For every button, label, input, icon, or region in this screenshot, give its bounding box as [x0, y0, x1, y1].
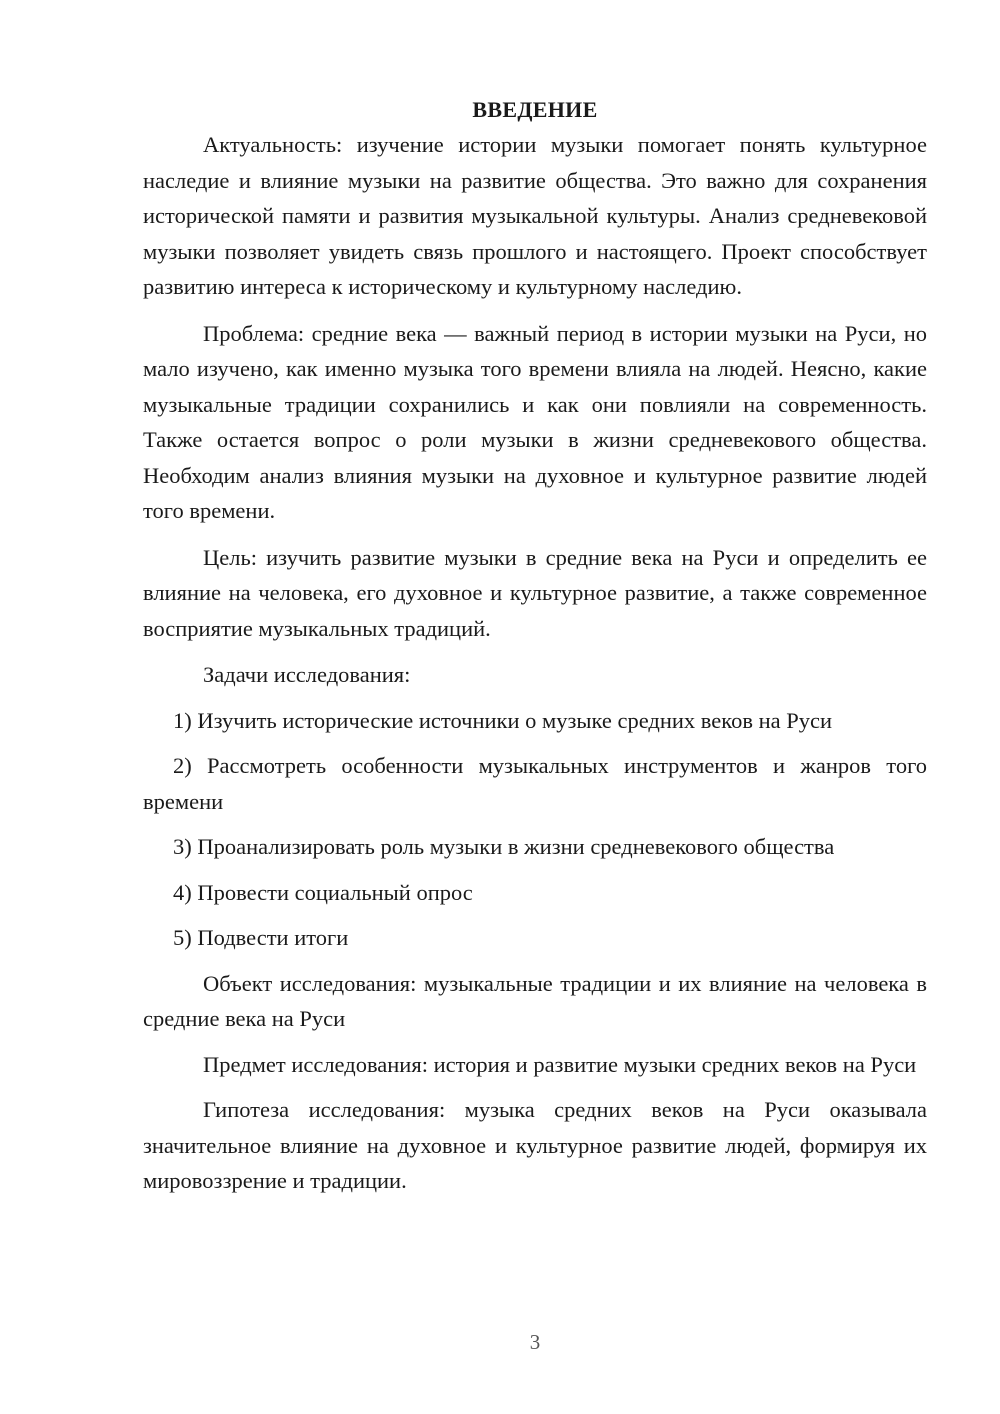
task-list — [143, 703, 927, 956]
list-item: 5) Подвести итоги — [173, 925, 349, 950]
list-item: 4) Провести социальный опрос — [173, 879, 473, 905]
page-number: 3 — [529, 1330, 541, 1354]
list-item: 2) Рассмотреть особенности музыкальных инструментов и жанров того времени — [143, 753, 927, 814]
paragraph-relevance: Актуальность: изучение истории музыки помогает понять культурное наследие и влияние музыки на развитие общества. Это важно для сохранения исторической памяти и развития музыкальной культуры. Анализ средневековой музыки позволяет увидеть связь прошлого и настоящего. Проект способствует развитию интереса к историческому и культурному наследию. — [143, 132, 927, 299]
paragraph-goal: Цель: изучить развитие музыки в средние века на Руси и определить ее влияние на человека, его духовное и культурное развитие, а также современное восприятие музыкальных традиций. — [143, 544, 927, 641]
paragraph-object: Объект исследования: музыкальные традиции и их влияние на человека в средние века на Руси — [143, 970, 927, 1031]
paragraph-hypothesis: Гипотеза исследования: музыка средних веков на Руси оказывала значительное влияние на духовное и культурное развитие людей, формируя их мировоззрение и традиции. — [143, 1097, 927, 1193]
paragraph-tasks-heading: Задачи исследования: — [203, 662, 411, 687]
list-item: 1) Изучить исторические источники о музыке средних веков на Руси — [173, 707, 833, 733]
paragraph-subject: Предмет исследования: история и развитие музыки средних веков на Руси — [203, 1051, 917, 1077]
section-heading: ВВЕДЕНИЕ — [472, 97, 598, 122]
document-page — [143, 92, 927, 1199]
paragraph-problem: Проблема: средние века — важный период в истории музыки на Руси, но мало изучено, как именно музыка того времени влияла на людей. Неясно, какие музыкальные традиции сохранились и как они повлияли на современность. Также остается вопрос о роли музыки в жизни средневекового общества. Необходим анализ влияния музыки на духовное и культурное развитие людей того времени. — [143, 320, 927, 523]
list-item: 3) Проанализировать роль музыки в жизни средневекового общества — [173, 834, 835, 859]
